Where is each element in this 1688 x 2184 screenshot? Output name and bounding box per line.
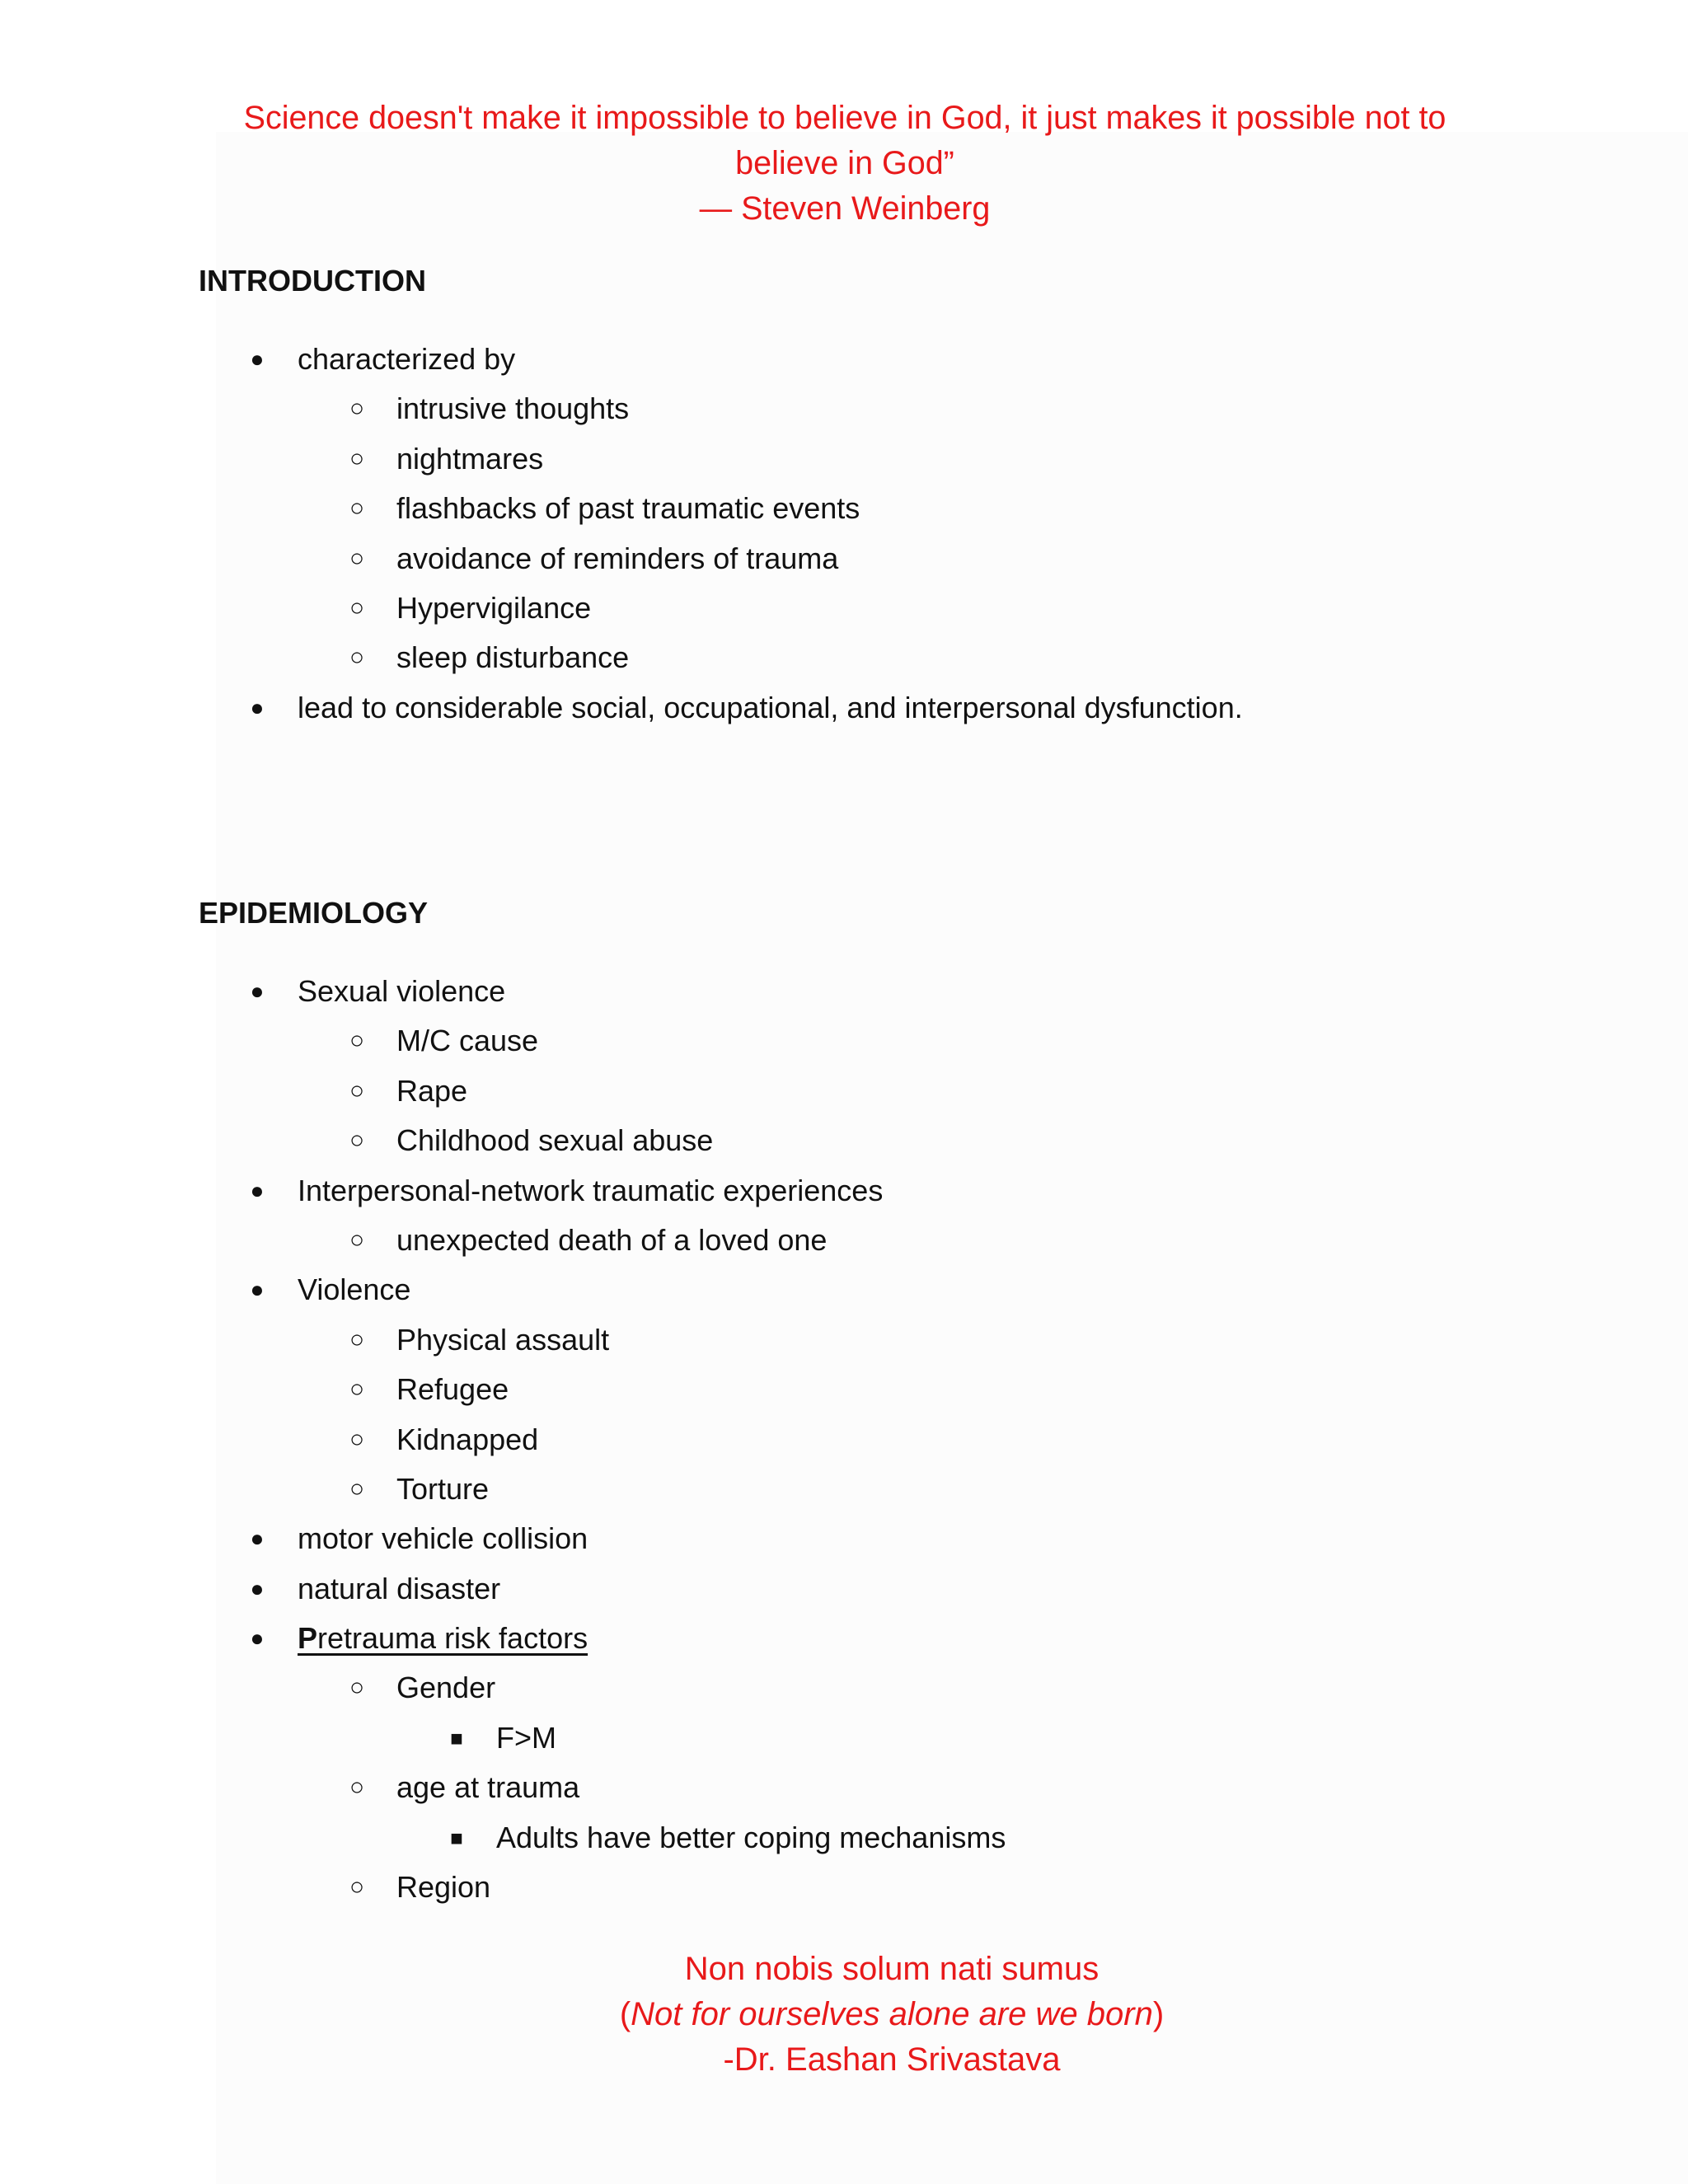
bullet-hollow-icon: ○ — [349, 644, 365, 672]
bullet-hollow-icon: ○ — [349, 1027, 365, 1055]
closing-quote-line-2 — [480, 1992, 1304, 2037]
bullet-hollow-icon: ○ — [349, 444, 365, 472]
list-item-text: sleep disturbance — [396, 640, 630, 675]
list-item-text: unexpected death of a loved one — [396, 1222, 828, 1257]
opening-quote-attribution: — Steven Weinberg — [699, 190, 991, 227]
bullet-filled-icon: ● — [250, 1277, 265, 1303]
pretrauma-risk-factors-text — [298, 1614, 588, 1663]
bullet-filled-icon: ● — [250, 1575, 265, 1601]
list-item-text-bold-initial: P — [298, 1621, 318, 1656]
list-item-text: Childhood sexual abuse — [396, 1123, 714, 1158]
bullet-filled-icon: ● — [250, 1177, 265, 1203]
bullet-hollow-icon: ○ — [349, 1127, 365, 1155]
list-item-text: M/C cause — [396, 1024, 539, 1058]
list-item-text: intrusive thoughts — [396, 391, 630, 426]
opening-quote-line-2: believe in God” — [735, 145, 954, 181]
list-item-text: Hypervigilance — [396, 590, 592, 625]
closing-quote-attribution: -Dr. Eashan Srivastava — [723, 2041, 1061, 2078]
list-item-text: flashbacks of past traumatic events — [396, 491, 860, 526]
list-item-text: motor vehicle collision — [298, 1521, 588, 1556]
list-item-text: F>M — [496, 1720, 557, 1755]
bullet-square-icon: ■ — [450, 1825, 463, 1850]
bullet-filled-icon: ● — [250, 978, 265, 1004]
bullet-filled-icon: ● — [250, 1526, 265, 1552]
bullet-hollow-icon: ○ — [349, 1325, 365, 1353]
list-item-text: characterized by — [298, 342, 516, 376]
epidemiology-heading: EPIDEMIOLOGY — [199, 896, 429, 930]
bullet-hollow-icon: ○ — [349, 1873, 365, 1901]
closing-quote — [480, 1947, 1304, 2083]
introduction-heading: INTRODUCTION — [199, 264, 426, 298]
list-item-text: Sexual violence — [298, 974, 506, 1008]
list-item-text: Torture — [396, 1471, 490, 1506]
list-item-text: Refugee — [396, 1372, 509, 1407]
bullet-hollow-icon: ○ — [349, 395, 365, 423]
closing-quote-translation: Not for ourselves alone are we born — [631, 1996, 1153, 2032]
bullet-square-icon: ■ — [450, 1725, 463, 1750]
opening-quote — [198, 96, 1492, 232]
closing-quote-line-1: Non nobis solum nati sumus — [684, 1951, 1100, 1987]
list-item-text: age at trauma — [396, 1770, 580, 1805]
bullet-filled-icon: ● — [250, 346, 265, 372]
list-item-text: Physical assault — [396, 1322, 610, 1357]
list-item-text: retrauma risk factors — [317, 1621, 588, 1656]
bullet-hollow-icon: ○ — [349, 1774, 365, 1802]
bullet-hollow-icon: ○ — [349, 1076, 365, 1104]
bullet-filled-icon: ● — [250, 1625, 265, 1652]
list-item-text: nightmares — [396, 441, 544, 476]
list-item-text: Interpersonal-network traumatic experiences — [298, 1173, 884, 1207]
bullet-hollow-icon: ○ — [349, 1674, 365, 1702]
list-item-text: Kidnapped — [396, 1422, 539, 1456]
list-item-text: lead to considerable social, occupational, and interpersonal dysfunction. — [298, 690, 1243, 724]
list-item-text: natural disaster — [298, 1571, 501, 1605]
bullet-hollow-icon: ○ — [349, 1376, 365, 1404]
bullet-hollow-icon: ○ — [349, 593, 365, 621]
opening-quote-line-1: Science doesn't make it impossible to believe in God, it just makes it possible not to — [243, 100, 1447, 136]
list-item-text: Violence — [298, 1272, 411, 1307]
bullet-hollow-icon: ○ — [349, 544, 365, 572]
bullet-filled-icon: ● — [250, 694, 265, 720]
closing-quote-paren-close: ) — [1152, 1996, 1165, 2032]
list-item-text: Rape — [396, 1073, 468, 1108]
bullet-hollow-icon: ○ — [349, 1474, 365, 1502]
list-item-text: Adults have better coping mechanisms — [496, 1820, 1006, 1854]
bullet-hollow-icon: ○ — [349, 494, 365, 523]
list-item-text: Region — [396, 1870, 491, 1905]
list-item-text: Gender — [396, 1671, 496, 1705]
list-item-text: avoidance of reminders of trauma — [396, 541, 839, 575]
closing-quote-paren-open: ( — [619, 1996, 631, 2032]
bullet-hollow-icon: ○ — [349, 1425, 365, 1453]
bullet-hollow-icon: ○ — [349, 1226, 365, 1254]
